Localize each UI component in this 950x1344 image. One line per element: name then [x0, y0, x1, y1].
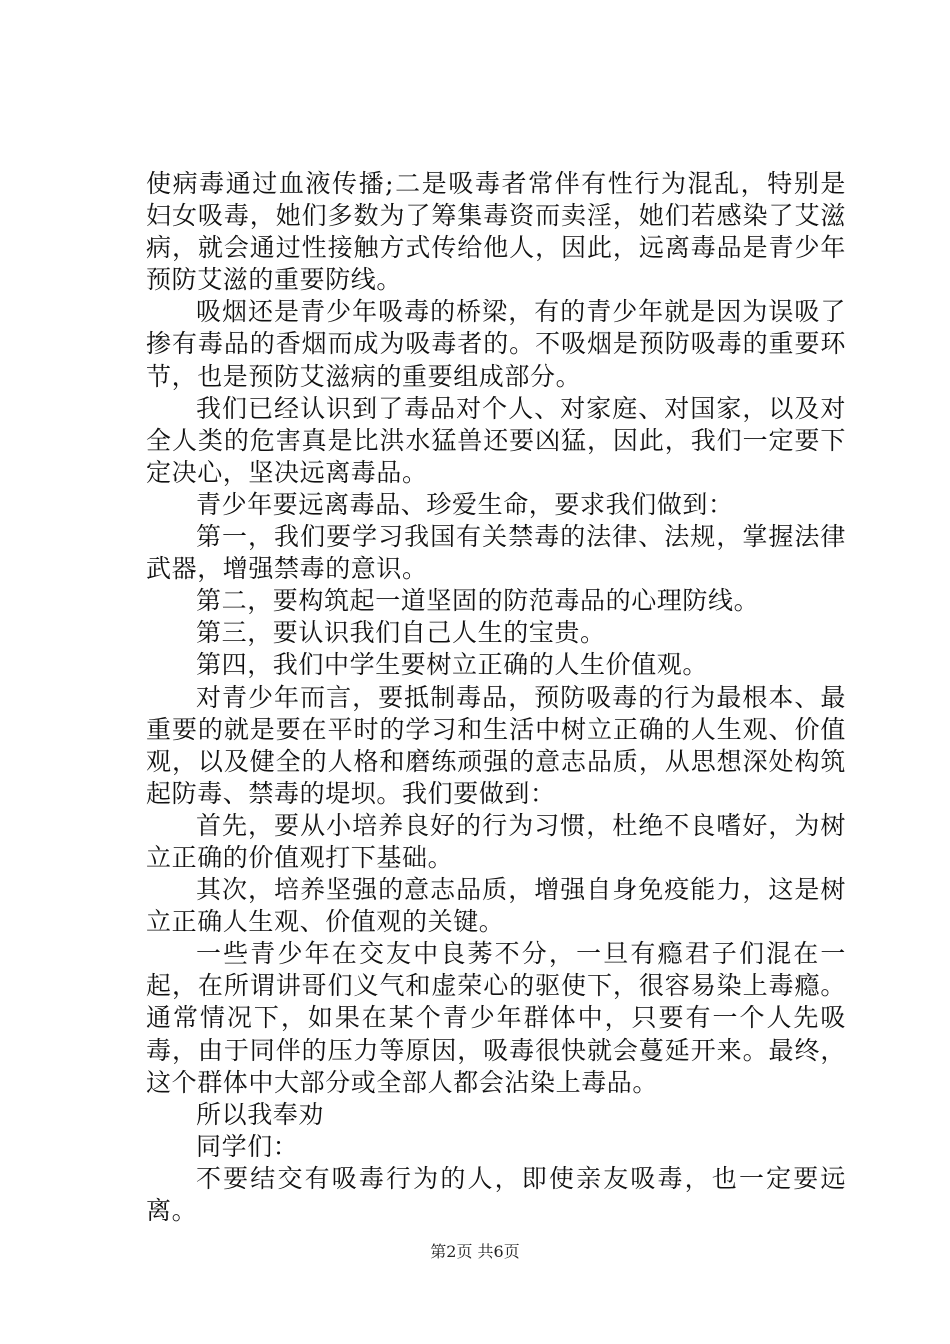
paragraph-requirements-intro: 青少年要远离毒品、珍爱生命，要求我们做到：: [196, 489, 734, 519]
paragraph-drug-harm: 我们已经认识到了毒品对个人、对家庭、对国家，以及对全人类的危害真是比洪水猛兽还要凶猛，因此，我们一定要下定决心，坚决远离毒品。: [146, 393, 846, 487]
paragraph-secondly: 其次，培养坚强的意志品质，增强自身免疫能力，这是树立正确人生观、价值观的关键。: [146, 875, 846, 937]
paragraph-second: 第二，要构筑起一道坚固的防范毒品的心理防线。: [196, 586, 760, 616]
paragraph-final: 不要结交有吸毒行为的人，即使亲友吸毒，也一定要远离。: [146, 1163, 846, 1225]
paragraph-third: 第三，要认识我们自己人生的宝贵。: [196, 618, 606, 648]
paragraph-classmates: 同学们：: [196, 1131, 299, 1161]
page-footer: 第2页 共6页: [430, 1242, 520, 1261]
paragraph-peer-pressure: 一些青少年在交友中良莠不分，一旦有瘾君子们混在一起，在所谓讲哥们义气和虚荣心的驱使下，很容易染上毒瘾。通常情况下，如果在某个青少年群体中，只要有一个人先吸毒，由于同伴的压力等原因，吸毒很快就会蔓延开来。最终，这个群体中大部分或全部人都会沾染上毒品。: [146, 939, 846, 1097]
paragraph-youth-values: 对青少年而言，要抵制毒品，预防吸毒的行为最根本、最重要的就是要在平时的学习和生活中树立正确的人生观、价值观，以及健全的人格和磨练顽强的意志品质，从思想深处构筑起防毒、禁毒的堤坝。我们要做到：: [146, 682, 846, 808]
document-body: [146, 168, 846, 1227]
paragraph-smoking: 吸烟还是青少年吸毒的桥梁，有的青少年就是因为误吸了掺有毒品的香烟而成为吸毒者的。不吸烟是预防吸毒的重要环节，也是预防艾滋病的重要组成部分。: [146, 297, 846, 391]
paragraph-advice: 所以我奉劝: [196, 1099, 325, 1129]
paragraph-fourth: 第四，我们中学生要树立正确的人生价值观。: [196, 650, 709, 680]
paragraph-first: 第一，我们要学习我国有关禁毒的法律、法规，掌握法律武器，增强禁毒的意识。: [146, 522, 846, 584]
paragraph-firstly: 首先，要从小培养良好的行为习惯，杜绝不良嗜好，为树立正确的价值观打下基础。: [146, 810, 846, 872]
paragraph-continuation: 使病毒通过血液传播;二是吸毒者常伴有性行为混乱，特别是妇女吸毒，她们多数为了筹集毒资而卖淫，她们若感染了艾滋病，就会通过性接触方式传给他人，因此，远离毒品是青少年预防艾滋的重要防线。: [146, 169, 846, 295]
